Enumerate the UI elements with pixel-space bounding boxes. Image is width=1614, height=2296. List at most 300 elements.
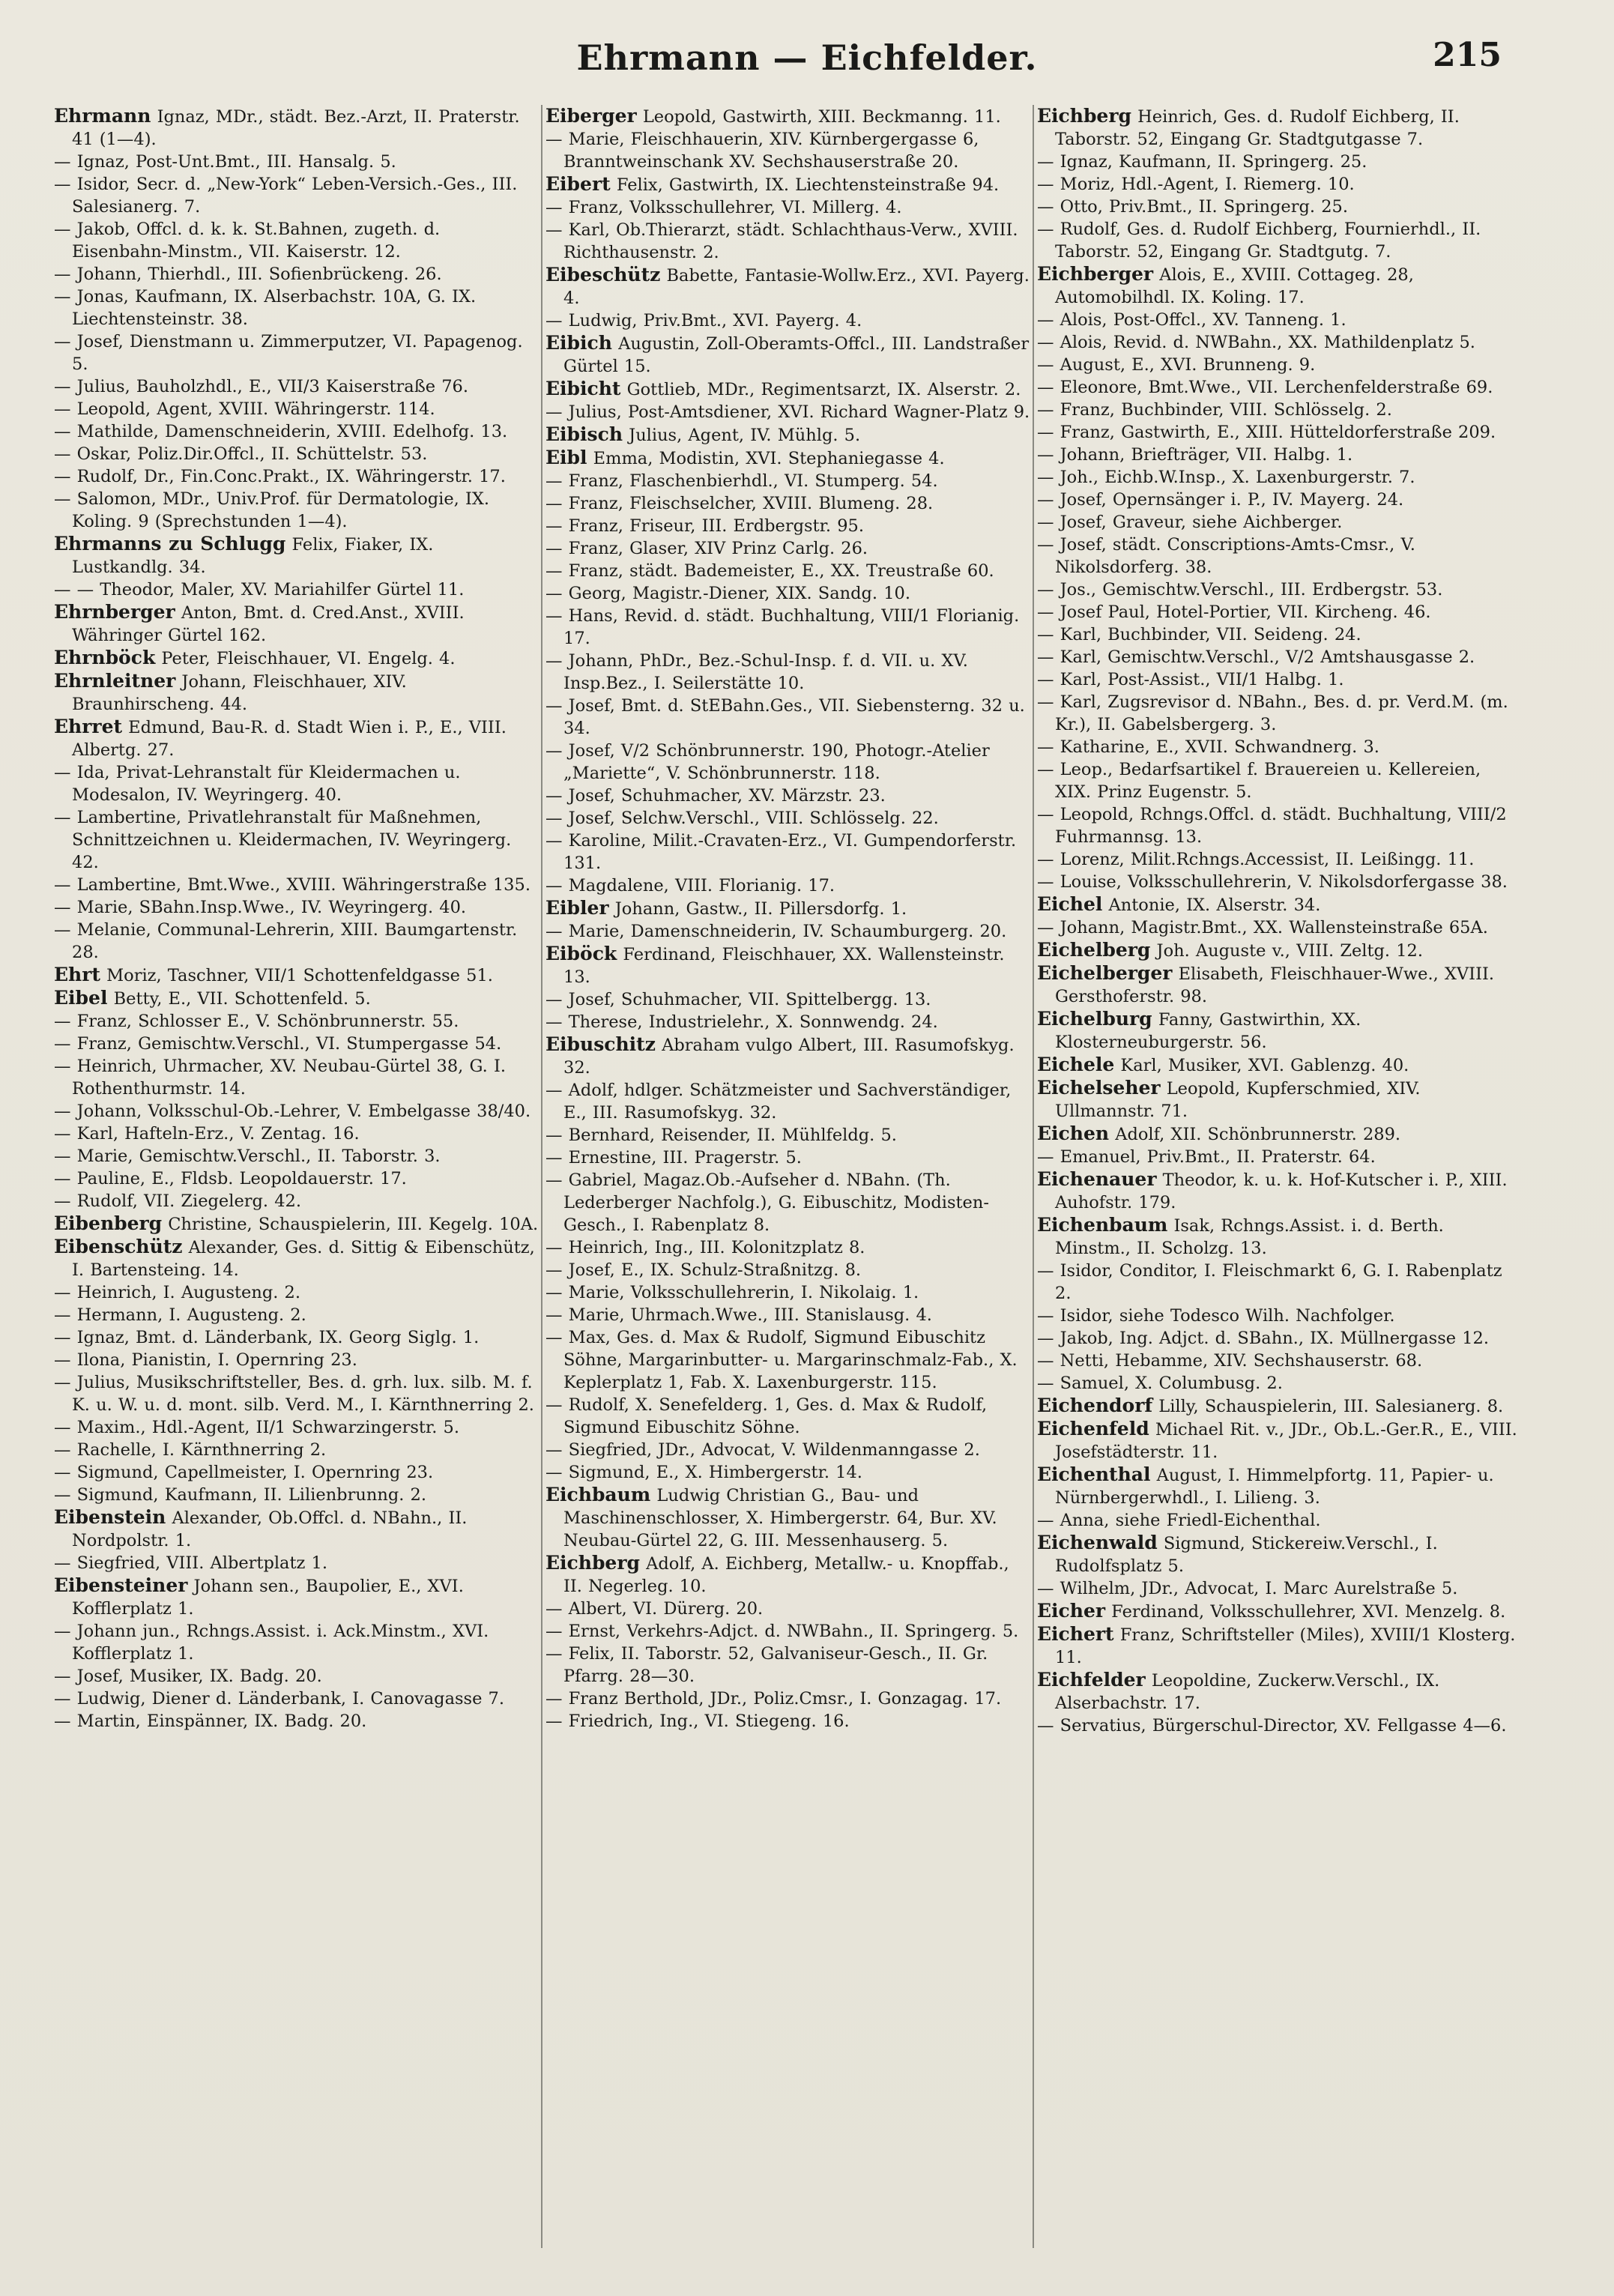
entry-text: — Johann, PhDr., Bez.-Schul-Insp. f. d. VII. u. XV. Insp.Bez., I. Seilerstätte 10. — [545, 651, 968, 693]
directory-entry — [1037, 1669, 1523, 1715]
entry-text: — Katharine, E., XVII. Schwandnerg. 3. — [1037, 737, 1379, 757]
directory-entry — [54, 105, 539, 151]
directory-entry — [1037, 263, 1523, 309]
directory-entry — [54, 1461, 539, 1484]
entry-surname: Eiböck — [545, 943, 617, 964]
entry-text: — Rudolf, Dr., Fin.Conc.Prakt., IX. Währingerstr. 17. — [54, 467, 506, 486]
directory-entry — [545, 807, 1031, 830]
directory-entry — [1037, 1008, 1523, 1054]
directory-entry — [545, 1643, 1031, 1688]
directory-entry — [54, 1033, 539, 1055]
directory-entry — [545, 332, 1031, 378]
entry-text: — Joh., Eichb.W.Insp., X. Laxenburgerstr. 7. — [1037, 468, 1415, 487]
directory-entry — [1037, 196, 1523, 218]
directory-entry — [54, 761, 539, 806]
directory-entry — [545, 740, 1031, 785]
directory-entry — [545, 447, 1031, 470]
entry-text: — Ludwig, Diener d. Länderbank, I. Canovagasse 7. — [54, 1689, 505, 1709]
entry-text: — Franz, Schlosser E., V. Schönbrunnerstr. 55. — [54, 1012, 459, 1031]
entry-text: — Therese, Industrielehr., X. Sonnwendg. 24. — [545, 1012, 938, 1032]
entry-text: Johann sen., Baupolier, E., XVI. Kofflerplatz 1. — [72, 1577, 464, 1619]
directory-entry — [54, 1574, 539, 1620]
entry-text: — Salomon, MDr., Univ.Prof. für Dermatologie, IX. Koling. 9 (Sprechstunden 1—4). — [54, 489, 490, 531]
entry-surname: Eicher — [1037, 1600, 1106, 1622]
entry-text: — Karl, Gemischtw.Verschl., V/2 Amtshausgasse 2. — [1037, 647, 1475, 667]
entry-text: Franz, Schriftsteller (Miles), XVIII/1 Klosterg. 11. — [1055, 1625, 1516, 1667]
directory-entry — [54, 1212, 539, 1236]
entry-text: — Marie, Damenschneiderin, IV. Schaumburgerg. 20. — [545, 922, 1007, 941]
directory-entry — [1037, 1715, 1523, 1737]
entry-text: Antonie, IX. Alserstr. 34. — [1102, 895, 1321, 915]
directory-entry — [545, 1439, 1031, 1461]
entry-surname: Eibenstein — [54, 1506, 166, 1528]
directory-entry — [54, 1439, 539, 1461]
entry-text: — Ignaz, Kaufmann, II. Springerg. 25. — [1037, 152, 1367, 172]
entry-surname: Eichen — [1037, 1123, 1110, 1144]
directory-entry — [54, 286, 539, 330]
directory-entry — [545, 785, 1031, 807]
entry-text: — Gabriel, Magaz.Ob.-Aufseher d. NBahn. (Th. Lederberger Nachfolg.), G. Eibuschitz, Modisten-Gesch., I. Rabenplatz 8. — [545, 1170, 989, 1235]
directory-entry — [1037, 1418, 1523, 1463]
directory-entry — [545, 1169, 1031, 1236]
directory-entry — [54, 398, 539, 420]
directory-entry — [1037, 1054, 1523, 1077]
entry-text: — Ilona, Pianistin, I. Opernring 23. — [54, 1350, 357, 1370]
entry-surname: Ehrnleitner — [54, 670, 176, 692]
entry-text: — Anna, siehe Friedl-Eichenthal. — [1037, 1511, 1321, 1530]
entry-surname: Eichfelder — [1037, 1669, 1146, 1691]
entry-text: — Ignaz, Post-Unt.Bmt., III. Hansalg. 5. — [54, 152, 396, 172]
entry-text: — Louise, Volksschullehrerin, V. Nikolsdorfergasse 38. — [1037, 872, 1508, 892]
directory-entry — [545, 173, 1031, 196]
directory-entry — [1037, 421, 1523, 444]
entry-text: — August, E., XVI. Brunneng. 9. — [1037, 355, 1316, 375]
entry-text: — Rudolf, VII. Ziegelerg. 42. — [54, 1191, 302, 1211]
directory-entry — [1037, 646, 1523, 668]
directory-entry — [1037, 1305, 1523, 1327]
directory-entry — [54, 1552, 539, 1574]
directory-entry — [545, 1011, 1031, 1033]
entry-text: — Rudolf, X. Senefelderg. 1, Ges. d. Max & Rudolf, Sigmund Eibuschitz Söhne. — [545, 1395, 988, 1437]
entry-surname: Eibich — [545, 332, 612, 354]
directory-entry — [1037, 105, 1523, 151]
entry-text: — Albert, VI. Dürerg. 20. — [545, 1599, 764, 1619]
entry-text: — Johann, Thierhdl., III. Sofienbrückeng. 26. — [54, 265, 442, 284]
entry-text: — Lambertine, Bmt.Wwe., XVIII. Währingerstraße 135. — [54, 875, 531, 895]
entry-text: — Johann, Volksschul-Ob.-Lehrer, V. Embelgasse 38/40. — [54, 1102, 531, 1121]
entry-text: Leopoldine, Zuckerw.Verschl., IX. Alserbachstr. 17. — [1055, 1671, 1440, 1713]
entry-text: — Moriz, Hdl.-Agent, I. Riemerg. 10. — [1037, 175, 1355, 194]
entry-surname: Eibenschütz — [54, 1236, 183, 1257]
entry-text: — Georg, Magistr.-Diener, XIX. Sandg. 10. — [545, 584, 911, 603]
entry-text: — Siegfried, VIII. Albertplatz 1. — [54, 1553, 327, 1573]
entry-text: — Ludwig, Priv.Bmt., XVI. Payerg. 4. — [545, 311, 862, 330]
directory-entry — [545, 1552, 1031, 1598]
entry-text: — Franz Berthold, JDr., Poliz.Cmsr., I. Gonzagag. 17. — [545, 1689, 1002, 1709]
entry-text: — Alois, Post-Offcl., XV. Tanneng. 1. — [1037, 310, 1346, 330]
entry-text: — Josef, Bmt. d. StEBahn.Ges., VII. Siebensterng. 32 u. 34. — [545, 696, 1025, 738]
entry-text: — Karoline, Milit.-Cravaten-Erz., VI. Gumpendorferstr. 131. — [545, 831, 1017, 873]
column-divider — [541, 105, 542, 2248]
directory-entry — [54, 1055, 539, 1100]
entry-text: Adolf, A. Eichberg, Metallw.- u. Knopffab., II. Negerleg. 10. — [563, 1554, 1009, 1596]
entry-text: Betty, E., VII. Schottenfeld. 5. — [107, 989, 371, 1009]
entry-text: — Jakob, Ing. Adjct. d. SBahn., IX. Müllnergasse 12. — [1037, 1329, 1489, 1348]
entry-text: — Netti, Hebamme, XIV. Sechshauserstr. 68. — [1037, 1351, 1423, 1371]
entry-surname: Ehrnböck — [54, 647, 156, 668]
entry-text: — Josef, Musiker, IX. Badg. 20. — [54, 1667, 322, 1686]
entry-text: Moriz, Taschner, VII/1 Schottenfeldgasse 51. — [100, 966, 493, 985]
directory-entry — [1037, 534, 1523, 578]
directory-entry — [545, 1033, 1031, 1079]
column-3 — [1037, 105, 1523, 2248]
entry-text: — Josef, V/2 Schönbrunnerstr. 190, Photogr.-Atelier „Mariette“, V. Schönbrunnerstr. 118. — [545, 741, 990, 783]
directory-entry — [54, 218, 539, 263]
directory-entry — [1037, 668, 1523, 691]
directory-entry — [54, 874, 539, 896]
directory-entry — [545, 830, 1031, 874]
entry-text: Alexander, Ges. d. Sittig & Eibenschütz, I. Bartensteing. 14. — [72, 1238, 535, 1280]
directory-entry — [545, 988, 1031, 1011]
directory-entry — [545, 1281, 1031, 1304]
entry-text: — Hermann, I. Augusteng. 2. — [54, 1305, 306, 1325]
directory-entry — [545, 196, 1031, 219]
entry-surname: Eibeschütz — [545, 264, 661, 286]
directory-entry — [54, 964, 539, 987]
entry-text: — Johann jun., Rchngs.Assist. i. Ack.Minstm., XVI. Kofflerplatz 1. — [54, 1622, 489, 1664]
directory-entry — [1037, 1463, 1523, 1509]
entry-text: — Josef, städt. Conscriptions-Amts-Cmsr., V. Nikolsdorferg. 38. — [1037, 535, 1415, 577]
directory-entry — [545, 105, 1031, 128]
directory-entry — [54, 647, 539, 670]
directory-entry — [545, 1394, 1031, 1439]
entry-text: — Julius, Bauholzhdl., E., VII/3 Kaiserstraße 76. — [54, 377, 468, 396]
entry-text: Adolf, XII. Schönbrunnerstr. 289. — [1109, 1125, 1401, 1144]
directory-entry — [54, 670, 539, 716]
entry-surname: Eichberger — [1037, 263, 1154, 285]
directory-entry — [54, 1416, 539, 1439]
entry-text: Felix, Fiaker, IX. Lustkandlg. 34. — [72, 535, 434, 577]
entry-text: — Isidor, Secr. d. „New-York“ Leben-Versich.-Ges., III. Salesianerg. 7. — [54, 175, 518, 217]
directory-entry — [545, 1079, 1031, 1124]
directory-entry — [545, 1147, 1031, 1169]
directory-entry — [54, 919, 539, 964]
entry-text: — Jonas, Kaufmann, IX. Alserbachstr. 10A, G. IX. Liechtensteinstr. 38. — [54, 287, 477, 329]
entry-text: — Franz, Fleischselcher, XVIII. Blumeng. 28. — [545, 494, 934, 513]
entry-text: — — Theodor, Maler, XV. Mariahilfer Gürtel 11. — [54, 580, 465, 599]
directory-entry — [54, 151, 539, 173]
directory-entry — [1037, 466, 1523, 489]
directory-entry — [54, 987, 539, 1010]
directory-entry — [54, 375, 539, 398]
entry-text: — Ernestine, III. Pragerstr. 5. — [545, 1148, 802, 1167]
entry-text: Elisabeth, Fleischhauer-Wwe., XVIII. Gersthoferstr. 98. — [1055, 964, 1494, 1006]
entry-text: Karl, Musiker, XVI. Gablenzg. 40. — [1114, 1056, 1409, 1075]
entry-text: — Franz, Volksschullehrer, VI. Millerg. 4. — [545, 198, 902, 217]
directory-entry — [54, 1190, 539, 1212]
entry-text: — Franz, Flaschenbierhdl., VI. Stumperg. 54. — [545, 471, 938, 491]
entry-text: — Heinrich, Uhrmacher, XV. Neubau-Gürtel 38, G. I. Rothenthurmstr. 14. — [54, 1057, 506, 1099]
entry-text: — Otto, Priv.Bmt., II. Springerg. 25. — [1037, 197, 1348, 217]
entry-text: — Josef, Schuhmacher, VII. Spittelbergg. 13. — [545, 990, 931, 1009]
directory-entry — [54, 578, 539, 601]
directory-entry — [545, 695, 1031, 740]
entry-surname: Eichelberger — [1037, 962, 1173, 984]
directory-entry — [545, 309, 1031, 332]
page-header — [0, 30, 1614, 90]
directory-entry — [545, 423, 1031, 447]
entry-text: — Friedrich, Ing., VI. Stiegeng. 16. — [545, 1712, 850, 1731]
entry-text: Leopold, Kupferschmied, XIV. Ullmannstr. 71. — [1055, 1079, 1421, 1121]
directory-entry — [1037, 758, 1523, 803]
directory-entry — [54, 1688, 539, 1710]
entry-text: — Josef, Selchw.Verschl., VIII. Schlösselg. 22. — [545, 809, 939, 828]
entry-surname: Eibel — [54, 987, 108, 1009]
entry-text: Michael Rit. v., JDr., Ob.L.-Ger.R., E., VIII. Josefstädterstr. 11. — [1055, 1420, 1517, 1462]
entry-text: — Marie, SBahn.Insp.Wwe., IV. Weyringerg. 40. — [54, 898, 467, 917]
entry-text: — Max, Ges. d. Max & Rudolf, Sigmund Eibuschitz Söhne, Margarinbutter- u. Margarinschmalz-Fab., X. Keplerplatz 1, Fab. X. Laxenburgerstr. 115. — [545, 1328, 1018, 1392]
entry-text: — Karl, Post-Assist., VII/1 Halbg. 1. — [1037, 670, 1344, 689]
entry-surname: Eibisch — [545, 423, 623, 445]
directory-entry — [1037, 1327, 1523, 1350]
directory-entry — [545, 650, 1031, 695]
directory-entry — [1037, 848, 1523, 871]
entry-surname: Eichberg — [545, 1552, 640, 1574]
entry-text: — Jos., Gemischtw.Verschl., III. Erdbergstr. 53. — [1037, 580, 1443, 599]
entry-text: — Jakob, Offcl. d. k. k. St.Bahnen, zugeth. d. Eisenbahn-Minstm., VII. Kaiserstr. 12. — [54, 220, 441, 262]
entry-text: — Karl, Ob.Thierarzt, städt. Schlachthaus-Verw., XVIII. Richthausenstr. 2. — [545, 220, 1018, 262]
entry-text: — Ida, Privat-Lehranstalt für Kleidermachen u. Modesalon, IV. Weyringerg. 40. — [54, 763, 461, 805]
directory-entry — [1037, 1372, 1523, 1395]
entry-text: Ignaz, MDr., städt. Bez.-Arzt, II. Praterstr. 41 (1—4). — [72, 107, 520, 149]
entry-text: Babette, Fantasie-Wollw.Erz., XVI. Payerg. 4. — [563, 266, 1030, 308]
entry-text: — Leop., Bedarfsartikel f. Brauereien u. Kellereien, XIX. Prinz Eugenstr. 5. — [1037, 760, 1481, 802]
directory-entry — [54, 1326, 539, 1349]
entry-surname: Eichbaum — [545, 1484, 651, 1505]
directory-entry — [545, 1688, 1031, 1710]
entry-surname: Eichelburg — [1037, 1008, 1152, 1030]
directory-entry — [1037, 511, 1523, 534]
directory-entry — [545, 515, 1031, 537]
entry-text: Anton, Bmt. d. Cred.Anst., XVIII. Währinger Gürtel 162. — [72, 603, 465, 645]
entry-text: Isak, Rchngs.Assist. i. d. Berth. Minstm., II. Scholzg. 13. — [1055, 1216, 1444, 1258]
entry-text: Johann, Gastw., II. Pillersdorfg. 1. — [608, 899, 907, 919]
directory-entry — [54, 1665, 539, 1688]
directory-entry — [545, 128, 1031, 173]
entry-text: — Isidor, siehe Todesco Wilh. Nachfolger. — [1037, 1306, 1395, 1326]
entry-surname: Ehrnberger — [54, 601, 175, 623]
column-1 — [54, 105, 539, 2248]
entry-text: Lilly, Schauspielerin, III. Salesianerg. 8. — [1152, 1397, 1504, 1416]
directory-entry — [545, 605, 1031, 650]
entry-text: — Franz, städt. Bademeister, E., XX. Treustraße 60. — [545, 561, 994, 581]
directory-entry — [1037, 444, 1523, 466]
directory-entry — [54, 1010, 539, 1033]
page-number: 215 — [1433, 36, 1502, 74]
entry-text: Alexander, Ob.Offcl. d. NBahn., II. Nordpolstr. 1. — [72, 1508, 468, 1550]
column-divider — [1033, 105, 1034, 2248]
entry-text: — Josef, E., IX. Schulz-Straßnitzg. 8. — [545, 1260, 862, 1280]
entry-surname: Eichenthal — [1037, 1463, 1151, 1485]
directory-entry — [54, 1710, 539, 1732]
directory-entry — [54, 173, 539, 218]
directory-entry — [545, 492, 1031, 515]
entry-text: Peter, Fleischhauer, VI. Engelg. 4. — [155, 649, 456, 668]
entry-text: — Eleonore, Bmt.Wwe., VII. Lerchenfelderstraße 69. — [1037, 378, 1493, 397]
directory-entry — [545, 1598, 1031, 1620]
directory-entry — [54, 420, 539, 443]
directory-entry — [545, 943, 1031, 988]
directory-entry — [54, 1123, 539, 1145]
entry-surname: Ehrret — [54, 716, 123, 737]
entry-text: — Sigmund, Kaufmann, II. Lilienbrunng. 2. — [54, 1485, 426, 1505]
directory-entry — [1037, 736, 1523, 758]
entry-text: Johann, Fleischhauer, XIV. Braunhirscheng. 44. — [72, 672, 407, 714]
directory-entry — [545, 1326, 1031, 1394]
entry-text: Alois, E., XVIII. Cottageg. 28, Automobilhdl. IX. Koling. 17. — [1055, 265, 1414, 307]
entry-text: — Karl, Hafteln-Erz., V. Zentag. 16. — [54, 1124, 360, 1144]
entry-text: Abraham vulgo Albert, III. Rasumofskyg. 32. — [563, 1036, 1015, 1078]
directory-entry — [1037, 1395, 1523, 1418]
entry-surname: Eibenberg — [54, 1212, 163, 1234]
directory-entry — [1037, 578, 1523, 601]
entry-surname: Eichendorf — [1037, 1395, 1153, 1416]
directory-entry — [545, 1710, 1031, 1732]
entry-surname: Ehrmanns zu Schlugg — [54, 533, 286, 555]
entry-text: — Ernst, Verkehrs-Adjct. d. NWBahn., II. Springerg. 5. — [545, 1622, 1019, 1641]
entry-text: — Samuel, X. Columbusg. 2. — [1037, 1374, 1283, 1393]
directory-entry — [54, 1620, 539, 1665]
entry-text: — Karl, Buchbinder, VII. Seideng. 24. — [1037, 625, 1361, 644]
entry-text: — Heinrich, I. Augusteng. 2. — [54, 1283, 301, 1302]
directory-entry — [1037, 601, 1523, 623]
directory-entry — [1037, 893, 1523, 916]
directory-entry — [1037, 1600, 1523, 1623]
entry-text: — Siegfried, JDr., Advocat, V. Wildenmanngasse 2. — [545, 1440, 980, 1460]
directory-entry — [545, 1620, 1031, 1643]
entry-text: — Franz, Glaser, XIV Prinz Carlg. 26. — [545, 539, 868, 558]
entry-text: — Sigmund, E., X. Himbergerstr. 14. — [545, 1463, 862, 1482]
directory-entry — [1037, 173, 1523, 196]
running-title: Ehrmann — Eichfelder. — [576, 37, 1038, 78]
directory-entry — [54, 1506, 539, 1552]
entry-text: Ferdinand, Volksschullehrer, XVI. Menzelg. 8. — [1105, 1602, 1506, 1622]
entry-text: — Maxim., Hdl.-Agent, II/1 Schwarzingerstr. 5. — [54, 1418, 459, 1437]
entry-text: Sigmund, Stickereiw.Verschl., I. Rudolfsplatz 5. — [1055, 1534, 1438, 1576]
directory-entry — [545, 874, 1031, 897]
directory-entry — [54, 1484, 539, 1506]
directory-entry — [54, 1236, 539, 1281]
directory-entry — [1037, 1214, 1523, 1260]
entry-surname: Eichele — [1037, 1054, 1115, 1075]
entry-text: — Alois, Revid. d. NWBahn., XX. Mathildenplatz 5. — [1037, 333, 1475, 352]
entry-text: — Johann, Briefträger, VII. Halbg. 1. — [1037, 445, 1353, 465]
entry-surname: Eibert — [545, 173, 611, 195]
directory-entry — [1037, 803, 1523, 848]
entry-text: — Adolf, hdlger. Schätzmeister und Sachverständiger, E., III. Rasumofskyg. 32. — [545, 1081, 1012, 1123]
entry-text: — Heinrich, Ing., III. Kolonitzplatz 8. — [545, 1238, 865, 1257]
entry-text: — Marie, Uhrmach.Wwe., III. Stanislausg. 4. — [545, 1305, 932, 1325]
directory-entry — [545, 1304, 1031, 1326]
directory-entry — [1037, 1260, 1523, 1305]
entry-text: — Pauline, E., Fldsb. Leopoldauerstr. 17. — [54, 1169, 407, 1188]
entry-text: — Marie, Volksschullehrerin, I. Nikolaig. 1. — [545, 1283, 919, 1302]
directory-entry — [1037, 623, 1523, 646]
entry-text: Heinrich, Ges. d. Rudolf Eichberg, II. Taborstr. 52, Eingang Gr. Stadtgutgasse 7. — [1055, 107, 1460, 149]
entry-text: August, I. Himmelpfortg. 11, Papier- u. Nürnbergerwhdl., I. Lilieng. 3. — [1055, 1466, 1494, 1508]
entry-text: Augustin, Zoll-Oberamts-Offcl., III. Landstraßer Gürtel 15. — [563, 334, 1030, 376]
entry-surname: Eiberger — [545, 105, 637, 127]
directory-entry — [54, 263, 539, 286]
entry-surname: Eichenbaum — [1037, 1214, 1168, 1236]
entry-text: Fanny, Gastwirthin, XX. Klosterneuburgerstr. 56. — [1055, 1010, 1361, 1052]
directory-entry — [1037, 1123, 1523, 1146]
directory-entry — [545, 1259, 1031, 1281]
entry-text: Ludwig Christian G., Bau- und Maschinenschlosser, X. Himbergerstr. 64, Bur. XV. Neubau-Gürtel 22, G. III. Messenhauserg. 5. — [563, 1486, 997, 1550]
directory-entry — [54, 1371, 539, 1416]
directory-entry — [545, 920, 1031, 943]
directory-entry — [54, 1100, 539, 1123]
directory-entry — [1037, 309, 1523, 331]
entry-text: Edmund, Bau-R. d. Stadt Wien i. P., E., VIII. Albertg. 27. — [72, 718, 507, 760]
entry-text: Julius, Agent, IV. Mühlg. 5. — [623, 426, 861, 445]
entry-text: — Josef Paul, Hotel-Portier, VII. Kircheng. 46. — [1037, 602, 1431, 622]
entry-text: — Mathilde, Damenschneiderin, XVIII. Edelhofg. 13. — [54, 422, 508, 441]
entry-text: — Franz, Buchbinder, VIII. Schlösselg. 2. — [1037, 400, 1392, 420]
directory-entry — [1037, 1077, 1523, 1123]
directory-entry — [1037, 399, 1523, 421]
entry-text: — Sigmund, Capellmeister, I. Opernring 23. — [54, 1463, 434, 1482]
directory-entry — [1037, 1623, 1523, 1669]
directory-entry — [54, 896, 539, 919]
entry-text: — Magdalene, VIII. Florianig. 17. — [545, 876, 835, 895]
entry-text: — Josef, Schuhmacher, XV. Märzstr. 23. — [545, 786, 886, 806]
directory-entry — [1037, 939, 1523, 962]
entry-surname: Ehrt — [54, 964, 100, 985]
directory-entry — [545, 897, 1031, 920]
entry-text: Joh. Auguste v., VIII. Zeltg. 12. — [1150, 941, 1424, 961]
directory-entry — [545, 537, 1031, 560]
directory-entry — [545, 264, 1031, 309]
entry-text: — Franz, Gemischtw.Verschl., VI. Stumpergasse 54. — [54, 1034, 502, 1054]
entry-text: Gottlieb, MDr., Regimentsarzt, IX. Alserstr. 2. — [620, 380, 1021, 399]
entry-text: — Ignaz, Bmt. d. Länderbank, IX. Georg Siglg. 1. — [54, 1328, 480, 1347]
directory-entry — [1037, 376, 1523, 399]
column-2 — [545, 105, 1031, 2248]
directory-entry — [545, 1236, 1031, 1259]
directory-entry — [1037, 962, 1523, 1008]
entry-text: — Felix, II. Taborstr. 52, Galvaniseur-Gesch., II. Gr. Pfarrg. 28—30. — [545, 1644, 988, 1686]
entry-text: — Marie, Fleischhauerin, XIV. Kürnbergergasse 6, Branntweinschank XV. Sechshauserstraße 20. — [545, 130, 979, 172]
directory-entry — [54, 443, 539, 465]
directory-entry — [54, 1349, 539, 1371]
directory-entry — [54, 601, 539, 647]
entry-text: Emma, Modistin, XVI. Stephaniegasse 4. — [587, 449, 945, 468]
entry-surname: Eichenfeld — [1037, 1418, 1149, 1439]
directory-entry — [1037, 871, 1523, 893]
entry-text: — Franz, Gastwirth, E., XIII. Hütteldorferstraße 209. — [1037, 423, 1496, 442]
entry-text: Christine, Schauspielerin, III. Kegelg. 10A. — [162, 1215, 539, 1234]
directory-entry — [545, 378, 1031, 401]
entry-text: — Karl, Zugsrevisor d. NBahn., Bes. d. pr. Verd.M. (m. Kr.), II. Gabelsbergerg. 3. — [1037, 692, 1508, 734]
entry-text: — Josef, Graveur, siehe Aichberger. — [1037, 513, 1343, 532]
entry-text: — Melanie, Communal-Lehrerin, XIII. Baumgartenstr. 28. — [54, 920, 518, 962]
entry-text: — Emanuel, Priv.Bmt., II. Praterstr. 64. — [1037, 1147, 1376, 1167]
entry-surname: Eichert — [1037, 1623, 1114, 1645]
entry-surname: Eibicht — [545, 378, 621, 399]
entry-text: — Rachelle, I. Kärnthnerring 2. — [54, 1440, 327, 1460]
entry-text: Leopold, Gastwirth, XIII. Beckmanng. 11. — [636, 107, 1001, 127]
